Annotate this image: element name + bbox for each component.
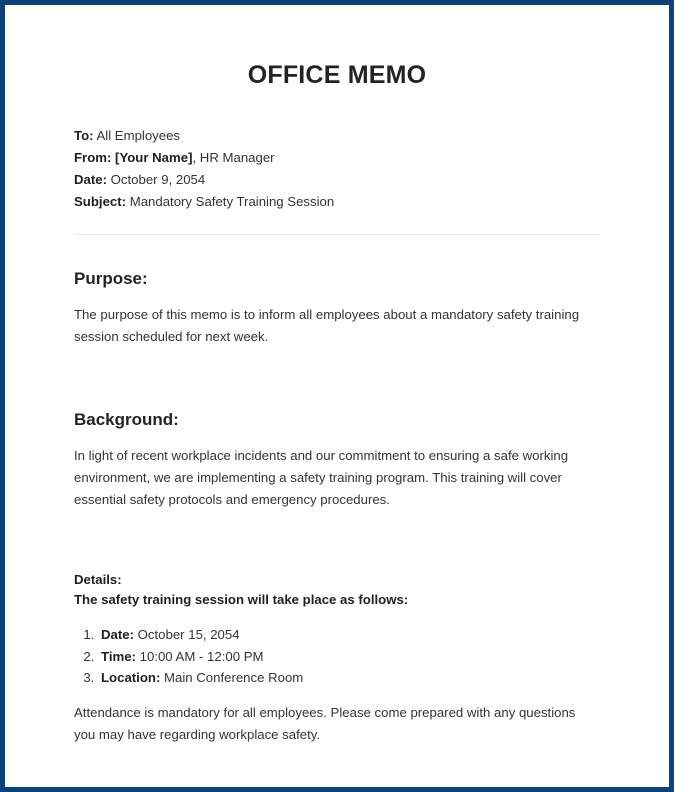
section-details-lead: The safety training session will take place as follows: <box>74 592 409 608</box>
memo-content-area <box>5 5 669 787</box>
memo-field-to-label: To: <box>74 127 94 143</box>
list-item-value: 10:00 AM - 12:00 PM <box>139 648 264 664</box>
list-item <box>98 646 600 668</box>
memo-field-subject-value: Mandatory Safety Training Session <box>129 194 335 210</box>
memo-header-fields <box>74 125 600 214</box>
list-item-label: Time: <box>101 648 136 664</box>
memo-field-to-text: All Employees <box>96 127 181 143</box>
memo-field-from-name: [Your Name] <box>115 149 193 165</box>
header-divider <box>74 234 600 235</box>
memo-field-from-title: , HR Manager <box>192 149 275 165</box>
details-list <box>74 624 600 689</box>
section-details <box>74 570 600 746</box>
list-item-value: October 15, 2054 <box>137 627 240 643</box>
list-item-label: Date: <box>101 627 134 643</box>
section-body-purpose: The purpose of this memo is to inform all employees about a mandatory safety training session scheduled for next week. <box>74 306 580 345</box>
list-item <box>98 624 600 646</box>
section-heading-details: Details: <box>74 572 122 588</box>
memo-field-from <box>74 147 600 169</box>
section-heading-purpose: Purpose: <box>74 269 148 289</box>
section-details-closing: Attendance is mandatory for all employees. Please come prepared with any questions you may have regarding workplace safety. <box>74 704 576 743</box>
memo-field-subject-label: Subject: <box>74 194 127 210</box>
list-item-label: Location: <box>101 670 161 686</box>
memo-field-date <box>74 169 600 191</box>
section-heading-background: Background: <box>74 410 179 430</box>
list-item <box>98 667 600 689</box>
memo-field-from-label: From: <box>74 149 112 165</box>
memo-field-to <box>74 125 600 147</box>
memo-field-date-value: October 9, 2054 <box>110 171 206 187</box>
memo-field-date-label: Date: <box>74 171 107 187</box>
memo-field-subject <box>74 191 600 213</box>
page-title: OFFICE MEMO <box>247 61 427 89</box>
list-item-value: Main Conference Room <box>164 670 304 686</box>
section-body-background: In light of recent workplace incidents and our commitment to ensuring a safe working environment, we are implementing a safety training program. This training will cover essential safety protocols and emergency procedures. <box>74 447 569 508</box>
